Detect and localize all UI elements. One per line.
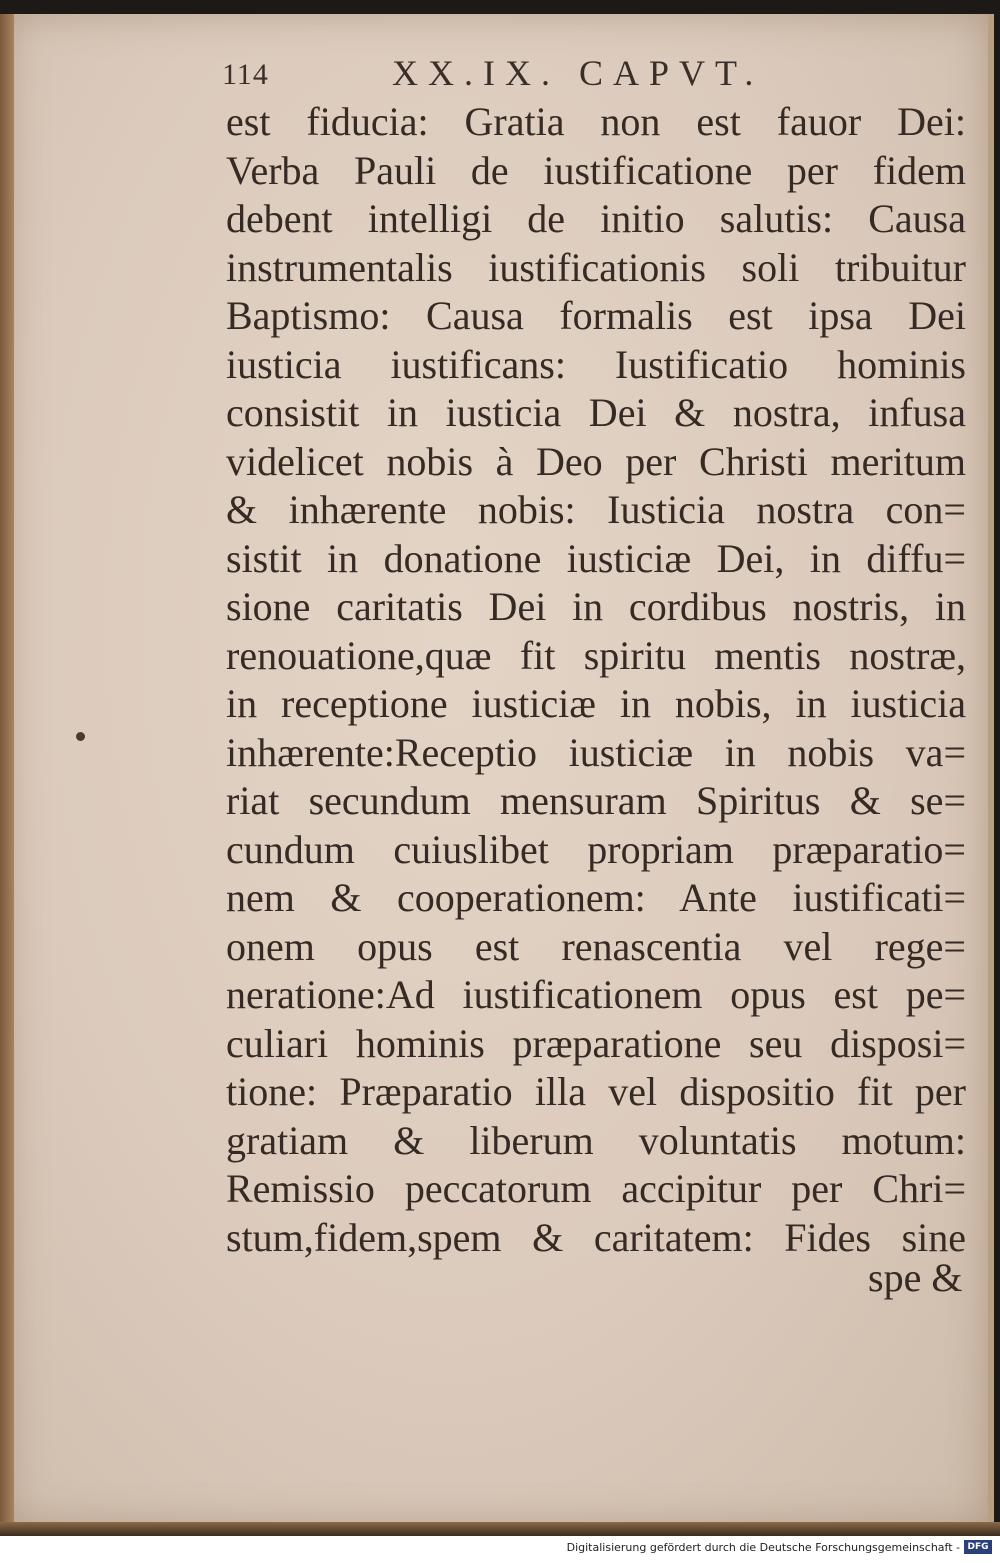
text-line: inhærente:Receptio iusticiæ in nobis va= [226, 729, 966, 775]
funding-note: Digitalisierung gefördert durch die Deutsche Forschungsgemeinschaft - [566, 1541, 960, 1554]
text-line: Remissio peccatorum accipitur per Chri= [226, 1166, 966, 1211]
ink-spot [76, 732, 85, 741]
text-line: cundum cuiuslibet propriam præparatio= [226, 826, 966, 872]
dfg-logo: DFG [964, 1540, 992, 1554]
page-number: 114 [222, 58, 269, 91]
text-line: Baptismo: Causa formalis est ipsa Dei [226, 293, 966, 338]
text-line: sistit in donatione iusticiæ Dei, in diffu= [226, 535, 966, 581]
text-line: est fiducia: Gratia non est fauor Dei: [226, 99, 966, 144]
text-line: onem opus est renascentia vel rege= [226, 923, 966, 969]
running-head [222, 52, 782, 96]
text-line: Verba Pauli de iustificatione per fidem [226, 147, 966, 193]
catchword: spe & [868, 1255, 963, 1300]
text-line: stum,fidem,spem & caritatem: Fides sine [226, 1214, 966, 1260]
text-line: instrumentalis iustificationis soli tribuitur [226, 244, 966, 290]
page-gutter [0, 14, 14, 1526]
text-line: in receptione iusticiæ in nobis, in iusticia [226, 681, 966, 726]
text-line: culiari hominis præparatione seu disposi= [226, 1020, 966, 1066]
page-bottom-edge [0, 1522, 1000, 1536]
text-line: renouatione,quæ fit spiritu mentis nostræ, [226, 632, 966, 678]
text-line: gratiam & liberum voluntatis motum: [226, 1117, 966, 1163]
text-line: consistit in iusticia Dei & nostra, infusa [226, 390, 966, 435]
chapter-heading: XX.IX. CAPVT. [392, 53, 764, 93]
text-line: tione: Præparatio illa vel dispositio fit per [226, 1069, 966, 1114]
body-text [226, 98, 966, 1262]
text-line: sione caritatis Dei in cordibus nostris, in [226, 584, 966, 629]
text-line: debent intelligi de initio salutis: Causa [226, 196, 966, 241]
text-line: riat secundum mensuram Spiritus & se= [226, 778, 966, 823]
text-line: neratione:Ad iustificationem opus est pe= [226, 972, 966, 1017]
text-line: & inhærente nobis: Iusticia nostra con= [226, 487, 966, 532]
text-line: videlicet nobis à Deo per Christi meritum [226, 438, 966, 484]
text-line: nem & cooperationem: Ante iustificati= [226, 875, 966, 920]
text-line: iusticia iustificans: Iustificatio hominis [226, 341, 966, 387]
